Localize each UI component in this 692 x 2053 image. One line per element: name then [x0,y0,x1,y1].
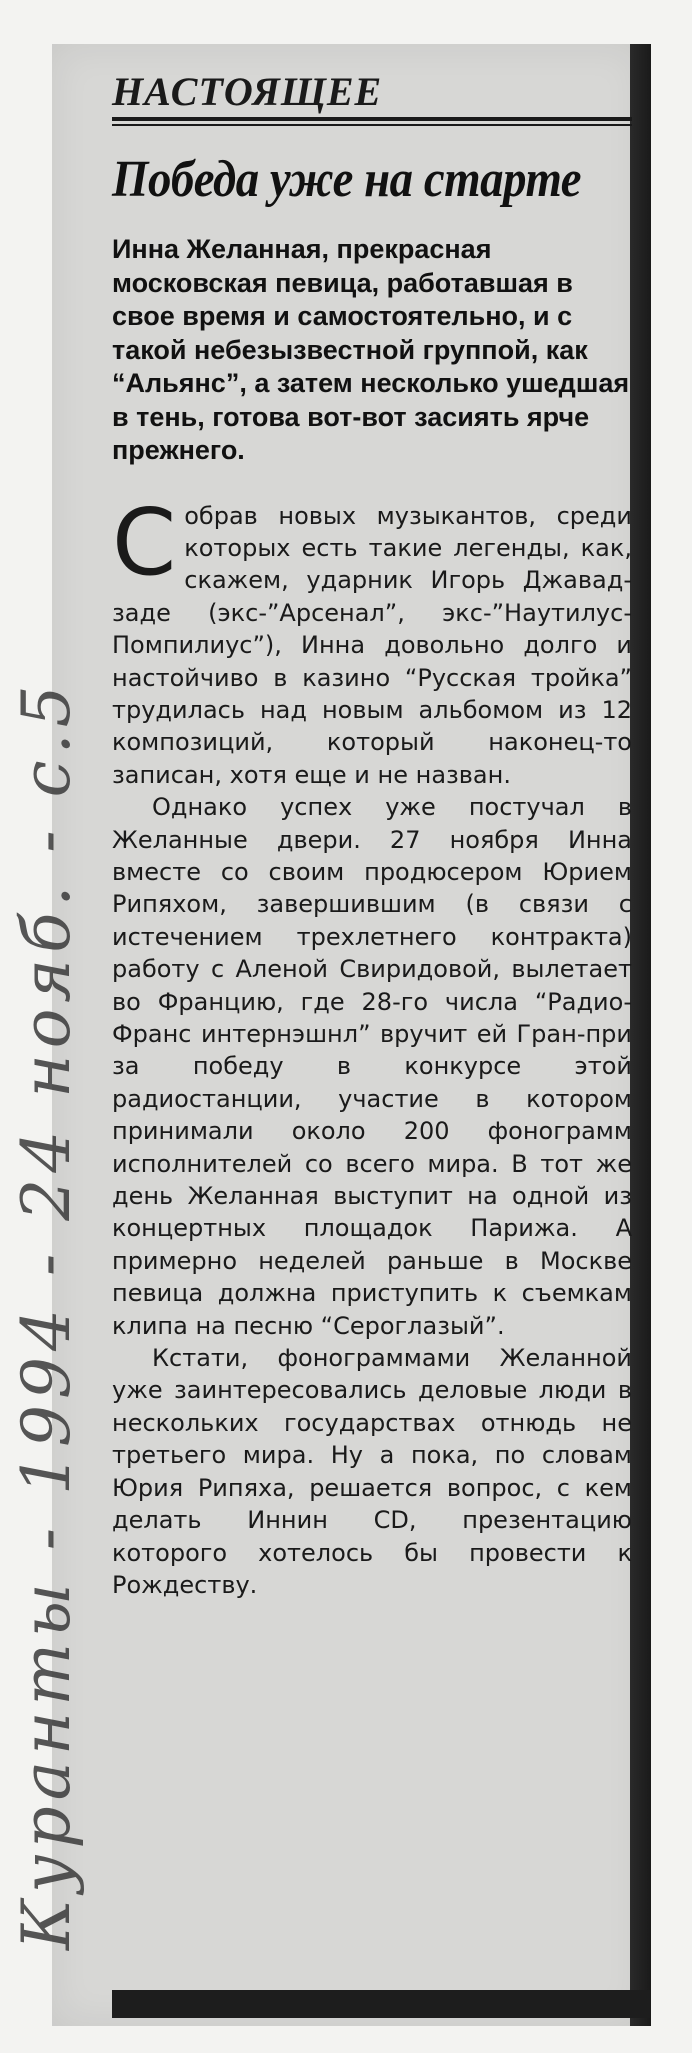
rubric-label: НАСТОЯЩЕЕ [112,69,383,114]
article-column [112,50,632,1601]
rubric-rule-thick [112,117,632,121]
clipping-shadow-bottom [112,1990,650,2018]
clipping-shadow-right [630,44,651,2026]
paragraph-1 [112,488,632,792]
paragraph-2: Однако успех уже постучал в Желанные двери. 27 ноября Инна вместе со своим продюсером Юрием Рипяхом, завершившим (в связи с истечением трехлетнего контракта) работу с Аленой Свиридовой, вылетает во Францию, где 28-го числа “Радио-Франс интернэшнл” вручит ей Гран-при за победу в конкурсе этой радиостанции, участие в котором принимали около 200 фонограмм исполнителей со всего мира. В тот же день Желанная выступит на одной из концертных площадок Парижа. А примерно неделей раньше в Москве певица должна приступить к съемкам клипа на песню “Сероглазый”. [112,793,632,1340]
article-lead: Инна Желанная, прекрасная московская певица, работавшая в свое время и самостоятельно, и с такой небезызвестной группой, как “Альянс”, а затем несколько ушедшая в тень, готова вот-вот засиять ярче прежнего. [112,234,630,465]
paragraph-3: Кстати, фонограммами Желанной уже заинтересовались деловые люди в нескольких государствах отнюдь не третьего мира. Ну а пока, по словам Юрия Рипяха, решается вопрос, с кем делать Иннин CD, презентацию которого хотелось бы провести к Рождеству. [112,1344,632,1599]
article-body [112,488,632,1602]
paragraph-1-text: обрав новых музыкантов, среди которых есть такие легенды, как, скажем, ударник Игорь Джавад-заде (экс-”Арсенал”, экс-”Наутилус-Помпилиус”), Инна довольно долго и настойчиво в казино “Русская тройка” трудилась над новым альбомом из 12 композиций, который наконец-то записан, хотя еще и не назван. [112,501,632,789]
article-headline: Победа уже на старте [112,151,582,208]
drop-cap: С [112,488,177,596]
handwritten-source-note: Куранты - 1994 - 24 нояб. - с.5 [8,679,85,1950]
rubric-rule-thin [112,124,632,126]
